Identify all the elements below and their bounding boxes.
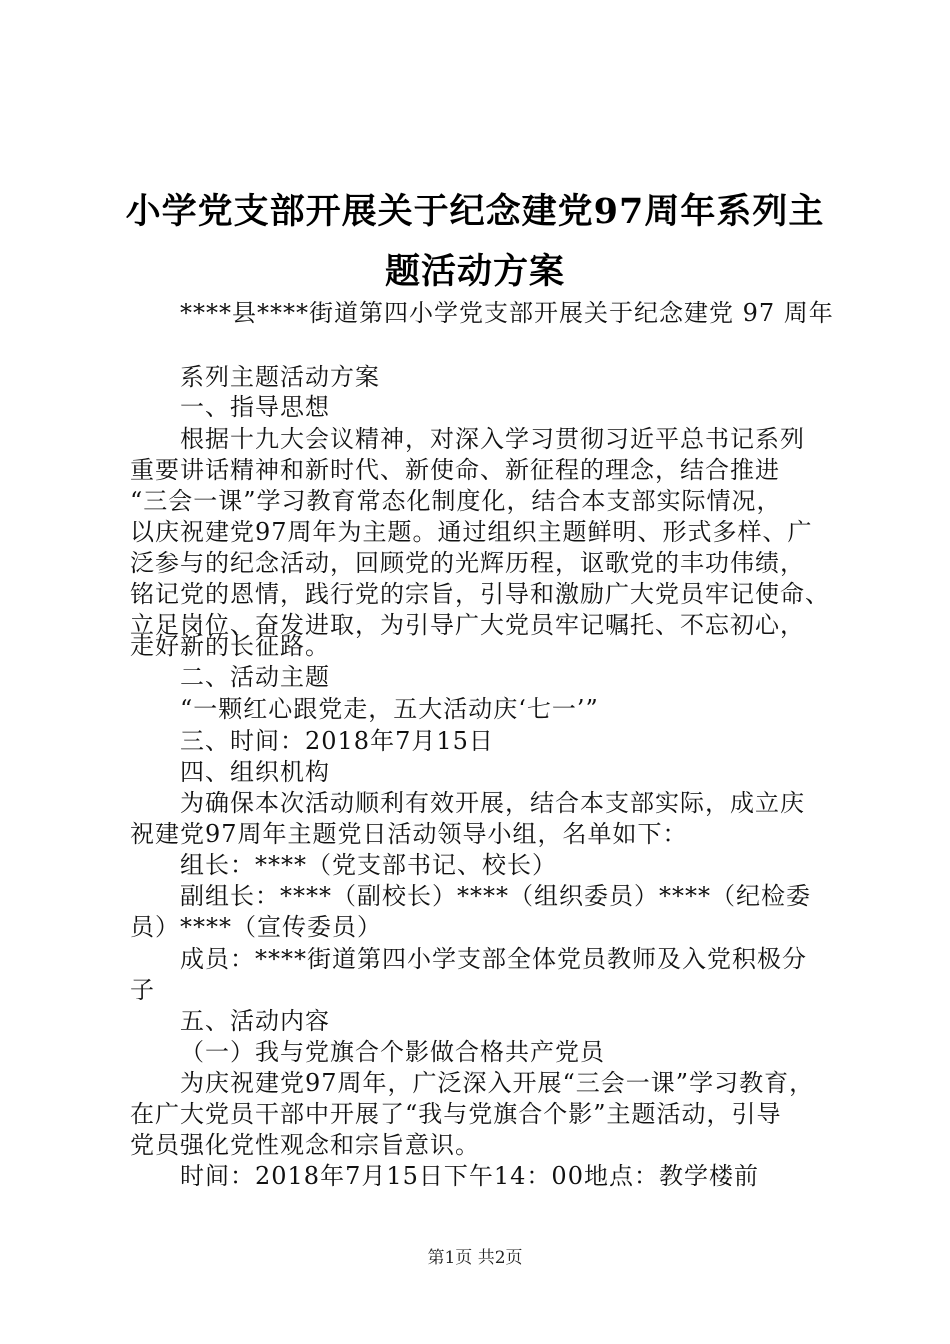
paragraph-line: 为庆祝建党97周年，广泛深入开展“三会一课”学习教育， — [180, 1069, 815, 1097]
subsection-heading-1: （一）我与党旗合个影做合格共产党员 — [180, 1038, 605, 1066]
paragraph-line: 党员强化党性观念和宗旨意识。 — [130, 1131, 480, 1159]
deputy-leader-line: 副组长：****（副校长）****（组织委员）****（纪检委 — [180, 882, 811, 910]
paragraph-line: 以庆祝建党97周年为主题。通过组织主题鲜明、形式多样、广 — [130, 518, 813, 546]
section-heading-2: 二、活动主题 — [180, 663, 330, 691]
paragraph-line: 子 — [130, 976, 155, 1004]
paragraph-line: 泛参与的纪念活动，回顾党的光辉历程，讴歌党的丰功伟绩， — [130, 549, 805, 577]
paragraph-line: 走好新的长征路。 — [130, 632, 330, 660]
leader-line: 组长：****（党支部书记、校长） — [180, 851, 557, 879]
members-line: 成员：****街道第四小学支部全体党员教师及入党积极分 — [180, 945, 807, 973]
paragraph-line: 根据十九大会议精神，对深入学习贯彻习近平总书记系列 — [180, 425, 805, 453]
paragraph-line: “三会一课”学习教育常态化制度化，结合本支部实际情况， — [130, 487, 782, 515]
page-footer: 第1页 共2页 — [427, 1248, 523, 1268]
theme-slogan: “一颗红心跟党走，五大活动庆‘七一’” — [180, 695, 599, 723]
paragraph-line: 立足岗位、奋发进取，为引导广大党员牢记嘱托、不忘初心， — [130, 611, 805, 639]
paragraph-line: 重要讲话精神和新时代、新使命、新征程的理念，结合推进 — [130, 456, 780, 484]
section-heading-5: 五、活动内容 — [180, 1007, 330, 1035]
document-title-line-1: 小学党支部开展关于纪念建党97周年系列主 — [125, 191, 825, 232]
paragraph-line: 在广大党员干部中开展了“我与党旗合个影”主题活动，引导 — [130, 1100, 782, 1128]
section-heading-4: 四、组织机构 — [180, 758, 330, 786]
time-location-line: 时间：2018年7月15日下午14：00地点：教学楼前 — [180, 1162, 759, 1190]
section-heading-3: 三、时间：2018年7月15日 — [180, 727, 494, 755]
section-heading-1: 一、指导思想 — [180, 393, 330, 421]
document-title-line-2: 题活动方案 — [384, 251, 565, 292]
paragraph-line: 为确保本次活动顺利有效开展，结合本支部实际，成立庆 — [180, 789, 805, 817]
paragraph-line: 员）****（宣传委员） — [130, 913, 382, 941]
subtitle-line-1: ****县****街道第四小学党支部开展关于纪念建党 97 周年 — [180, 299, 834, 327]
subtitle-line-2: 系列主题活动方案 — [180, 363, 380, 391]
paragraph-line: 祝建党97周年主题党日活动领导小组，名单如下： — [130, 820, 688, 848]
paragraph-line: 铭记党的恩情，践行党的宗旨，引导和激励广大党员牢记使命、 — [130, 580, 830, 608]
